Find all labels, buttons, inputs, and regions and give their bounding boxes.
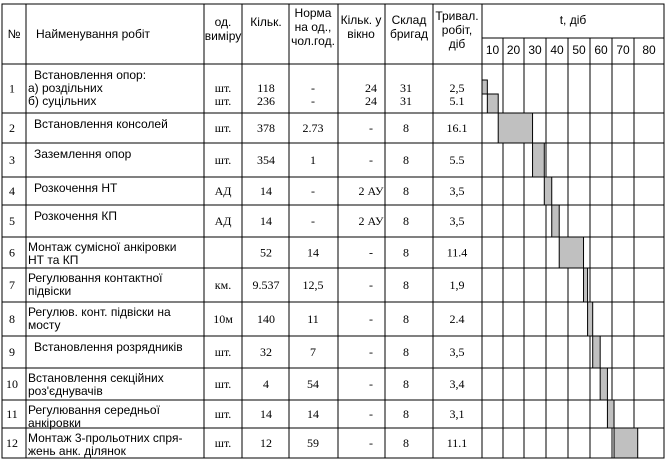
cell-dur: 5.5 <box>449 153 465 167</box>
row-number: 8 <box>9 312 15 326</box>
work-name: Встановлення розрядників <box>34 340 183 354</box>
gantt-bar <box>487 94 498 113</box>
gantt-bar <box>600 368 607 400</box>
header-crew: Склад <box>391 13 427 27</box>
cell-qty: 32 <box>260 345 272 359</box>
row-number: 5 <box>9 214 15 228</box>
cell-norm: 59 <box>307 436 319 450</box>
cell-norm: - <box>311 214 315 228</box>
header-window: Кільк. у <box>340 13 382 27</box>
cell-qty: 118 <box>257 81 275 95</box>
row-number: 11 <box>6 407 18 421</box>
time-tick-label: 10 <box>485 43 500 57</box>
cell-window: - <box>369 436 373 450</box>
header-norm: на од., <box>294 20 332 34</box>
time-tick-label: 60 <box>594 43 608 57</box>
header-unit: виміру <box>204 29 242 43</box>
cell-qty: 52 <box>260 245 272 260</box>
cell-crew: 8 <box>403 345 409 359</box>
time-tick-label: 70 <box>616 43 630 57</box>
work-name: мосту <box>28 318 61 332</box>
cell-window: - <box>369 245 373 260</box>
work-name: Встановлення секційних <box>28 371 164 385</box>
cell-window: 24 <box>365 81 377 95</box>
row-number: 10 <box>6 377 18 391</box>
work-name: жень анк. ділянок <box>28 444 126 458</box>
cell-unit: 10м <box>213 312 233 326</box>
cell-unit: шт. <box>214 81 232 95</box>
cell-crew: 8 <box>403 312 409 326</box>
cell-norm: 2.73 <box>302 121 324 135</box>
cell-norm: - <box>311 94 315 108</box>
cell-qty: 9.537 <box>252 278 280 292</box>
cell-window: 24 <box>365 94 377 108</box>
cell-unit: АД <box>214 214 232 228</box>
cell-crew: 8 <box>403 121 409 135</box>
cell-dur: 2.4 <box>449 312 465 326</box>
cell-dur: 3,5 <box>449 184 465 198</box>
gantt-bar <box>607 400 614 428</box>
work-name: анкіровки <box>28 416 81 430</box>
cell-qty: 14 <box>260 407 272 421</box>
time-tick-label: 30 <box>528 43 542 57</box>
header-duration: діб <box>448 37 466 51</box>
row-number: 1 <box>9 81 15 96</box>
gantt-bar <box>559 237 583 268</box>
cell-qty: 378 <box>257 121 275 135</box>
gantt-bar <box>498 113 532 143</box>
cell-crew: 8 <box>403 153 409 167</box>
cell-crew: 8 <box>403 214 409 228</box>
cell-qty: 12 <box>260 436 272 450</box>
row-number: 9 <box>9 345 15 359</box>
cell-crew: 8 <box>403 245 409 260</box>
cell-unit: АД <box>214 184 232 198</box>
cell-crew: 8 <box>403 407 409 421</box>
work-name: Монтаж сумісної анкіровки <box>28 240 177 254</box>
gantt-bar <box>544 177 551 205</box>
gantt-bar <box>584 268 588 302</box>
header-duration: Тривал. <box>435 9 479 23</box>
cell-qty: 14 <box>260 184 272 198</box>
cell-window: - <box>369 121 373 135</box>
time-tick-label: 20 <box>506 43 521 57</box>
cell-window: - <box>369 345 373 359</box>
cell-norm: 7 <box>310 345 316 359</box>
work-name: НТ та КП <box>28 253 79 267</box>
cell-dur: 11.1 <box>446 436 468 450</box>
cell-dur: 2,5 <box>449 81 465 95</box>
header-time: t, діб <box>559 13 587 27</box>
time-tick-label: 80 <box>642 43 656 57</box>
work-name: Розкочення КП <box>34 209 117 223</box>
cell-qty: 236 <box>257 94 275 108</box>
work-name: роз'єднувачів <box>28 384 103 398</box>
cell-norm: 11 <box>307 312 319 326</box>
cell-dur: 3,5 <box>449 214 465 228</box>
cell-dur: 3,5 <box>449 345 465 359</box>
cell-unit: шт. <box>214 345 232 359</box>
cell-crew: 8 <box>403 377 409 391</box>
row-number: 2 <box>9 121 15 135</box>
gantt-bar <box>533 143 545 177</box>
cell-unit: шт. <box>214 121 232 135</box>
cell-norm: 54 <box>307 377 319 391</box>
cell-window: - <box>369 407 373 421</box>
work-name: б) суцільних <box>28 94 97 108</box>
cell-unit: шт. <box>214 94 232 108</box>
time-tick-label: 50 <box>572 43 586 57</box>
header-crew: бригад <box>389 27 429 41</box>
row-number: 7 <box>9 278 15 292</box>
work-name: Заземлення опор <box>34 147 132 161</box>
header-qty: Кільк. <box>250 15 282 29</box>
work-name: Монтаж 3-прольотних спря- <box>28 431 183 445</box>
cell-norm: 14 <box>307 245 319 260</box>
cell-unit: шт. <box>214 377 232 391</box>
cell-unit: шт. <box>214 153 232 167</box>
gantt-bar <box>614 428 638 458</box>
gantt-bar <box>552 205 559 237</box>
cell-crew: 31 <box>400 81 412 95</box>
work-name: Встановлення консолей <box>34 117 168 131</box>
row-number: 3 <box>9 153 15 167</box>
header-norm: чол.год. <box>291 34 335 48</box>
work-name: підвіски <box>28 284 72 298</box>
row-number: 6 <box>9 245 15 260</box>
header-unit: од. <box>214 15 232 29</box>
cell-qty: 4 <box>263 377 269 391</box>
work-name: а) роздільних <box>28 81 103 95</box>
gantt-bar <box>482 80 487 94</box>
cell-dur: 3,1 <box>449 407 465 421</box>
cell-norm: - <box>311 81 315 95</box>
header-duration: робіт, <box>441 23 473 37</box>
header-num: № <box>7 27 21 41</box>
cell-window: 2 АУ <box>358 214 384 228</box>
cell-dur: 1,9 <box>449 278 465 292</box>
cell-crew: 8 <box>403 184 409 198</box>
header-norm: Норма <box>294 6 332 20</box>
cell-window: - <box>369 312 373 326</box>
cell-dur: 5.1 <box>449 94 465 108</box>
cell-window: - <box>369 278 373 292</box>
cell-dur: 16.1 <box>446 121 468 135</box>
cell-norm: - <box>311 184 315 198</box>
cell-crew: 31 <box>400 94 412 108</box>
cell-norm: 12,5 <box>302 278 324 292</box>
cell-norm: 14 <box>307 407 319 421</box>
header-window: вікно <box>347 27 375 41</box>
cell-norm: 1 <box>310 153 316 167</box>
cell-unit: шт. <box>214 407 232 421</box>
cell-window: - <box>369 377 373 391</box>
time-tick-label: 40 <box>550 43 564 57</box>
work-name: Регулюв. конт. підвіски на <box>28 305 171 319</box>
row-number: 12 <box>6 436 18 450</box>
cell-window: 2 АУ <box>358 184 384 198</box>
cell-qty: 354 <box>257 153 275 167</box>
gantt-bar <box>593 336 600 368</box>
header-name: Найменування робіт <box>36 27 150 41</box>
work-name: Регулювання середньої <box>28 403 160 417</box>
work-name: Регулювання контактної <box>28 271 163 285</box>
cell-qty: 140 <box>257 312 275 326</box>
cell-dur: 3,4 <box>449 377 465 391</box>
cell-crew: 8 <box>403 436 409 450</box>
cell-window: - <box>369 153 373 167</box>
row-number: 4 <box>9 184 15 198</box>
cell-unit: шт. <box>214 436 232 450</box>
work-name: Розкочення НТ <box>34 181 118 195</box>
cell-qty: 14 <box>260 214 272 228</box>
gantt-bar <box>588 302 593 336</box>
cell-crew: 8 <box>403 278 409 292</box>
cell-unit: км. <box>214 278 232 292</box>
work-name: Встановлення опор: <box>34 68 147 82</box>
cell-dur: 11.4 <box>446 245 468 260</box>
